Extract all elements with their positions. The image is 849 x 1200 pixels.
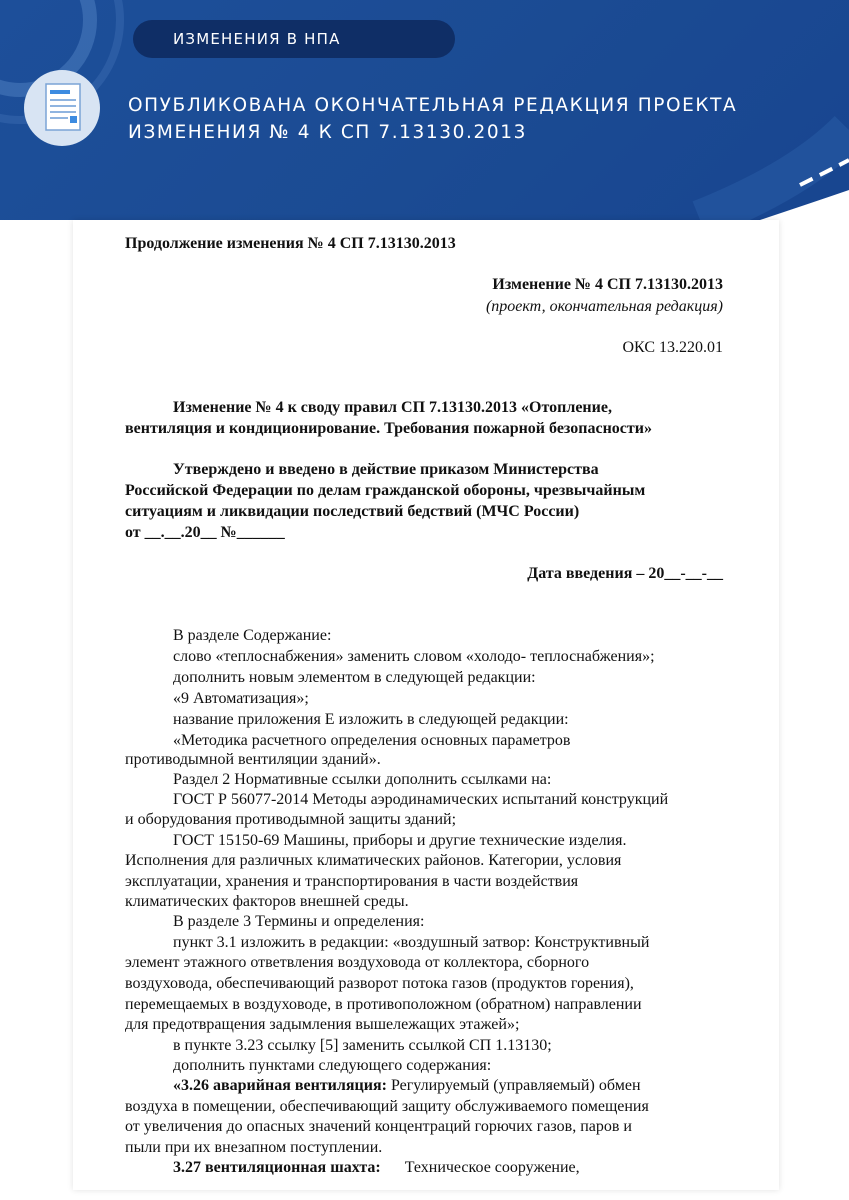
category-pill[interactable]: ИЗМЕНЕНИЯ В НПА: [133, 20, 455, 58]
change-subtitle: (проект, окончательная редакция): [485, 298, 723, 315]
body-line: В разделе Содержание:: [173, 627, 332, 644]
body-line: дополнить пунктами следующего содержания:: [173, 1057, 492, 1074]
oks-code: ОКС 13.220.01: [622, 339, 723, 356]
body-line: Исполнения для различных климатических районов. Категории, условия: [125, 852, 622, 869]
article-headline: [128, 92, 828, 146]
body-line: дополнить новым элементом в следующей редакции:: [173, 669, 536, 686]
heading-line-2: вентиляция и кондиционирование. Требования пожарной безопасности»: [125, 420, 652, 437]
body-line: ГОСТ 15150-69 Машины, приборы и другие технические изделия.: [173, 832, 627, 849]
continuation-line: Продолжение изменения № 4 СП 7.13130.2013: [125, 235, 456, 252]
body-line: в пункте 3.23 ссылку [5] заменить ссылкой СП 1.13130;: [173, 1037, 552, 1054]
body-line: элемент этажного ответвления воздуховода от коллектора, сборного: [125, 954, 590, 971]
approved-line-1: Утверждено и введено в действие приказом Министерства: [173, 461, 599, 478]
document-icon: [24, 70, 100, 146]
headline-line-1: ОПУБЛИКОВАНА ОКОНЧАТЕЛЬНАЯ РЕДАКЦИЯ ПРОЕКТА: [128, 95, 738, 116]
article-header: [0, 0, 849, 220]
body-line: «Методика расчетного определения основных параметров: [173, 732, 571, 749]
term-327-definition: Техническое сооружение,: [404, 1159, 580, 1176]
body-line: воздуховода, обеспечивающий разворот потока газов (продуктов горения),: [125, 975, 634, 992]
term-327: 3.27 вентиляционная шахта:: [173, 1159, 381, 1176]
body-line: «9 Автоматизация»;: [173, 690, 309, 707]
body-line: пыли при их внезапном поступлении.: [125, 1139, 383, 1156]
approved-line-2: Российской Федерации по делам гражданской обороны, чрезвычайным: [125, 482, 646, 499]
body-line: В разделе 3 Термины и определения:: [173, 913, 425, 930]
body-line: воздуха в помещении, обеспечивающий защиту обслуживаемого помещения: [125, 1098, 649, 1115]
body-line: название приложения Е изложить в следующей редакции:: [173, 711, 569, 728]
body-line: перемещаемых в воздуховоде, в противоположном (обратном) направлении: [125, 996, 642, 1013]
body-line: климатических факторов внешней среды.: [125, 893, 409, 910]
body-line: для предотвращения задымления вышележащих этажей»;: [125, 1016, 520, 1033]
body-line: пункт 3.1 изложить в редакции: «воздушный затвор: Конструктивный: [173, 934, 650, 951]
body-line-term-326: [125, 1076, 641, 1096]
document-page: [73, 220, 779, 1190]
body-line: слово «теплоснабжения» заменить словом «холодо- теплоснабжения»;: [173, 648, 655, 665]
term-326: «3.26 аварийная вентиляция:: [173, 1077, 387, 1094]
body-line: от увеличения до опасных значений концентраций горючих газов, паров и: [125, 1118, 632, 1135]
body-line: противодымной вентиляции зданий».: [125, 751, 381, 768]
change-title: Изменение № 4 СП 7.13130.2013: [492, 276, 723, 293]
body-line: эксплуатации, хранения и транспортирования в части воздействия: [125, 873, 579, 890]
heading-line-1: Изменение № 4 к своду правил СП 7.13130.2013 «Отопление,: [173, 399, 612, 416]
body-line: Раздел 2 Нормативные ссылки дополнить ссылками на:: [173, 771, 552, 788]
headline-line-2: ИЗМЕНЕНИЯ № 4 К СП 7.13130.2013: [128, 122, 527, 143]
approved-line-3: ситуациям и ликвидации последствий бедствий (МЧС России): [125, 503, 580, 520]
body-line: ГОСТ Р 56077-2014 Методы аэродинамических испытаний конструкций: [173, 791, 669, 808]
body-line-term-327: [125, 1158, 580, 1178]
date-introduction: Дата введения – 20__-__-__: [527, 565, 723, 582]
body-line: и оборудования противодымной защиты зданий;: [125, 811, 457, 828]
approved-line-4: от __.__.20__ №______: [125, 524, 285, 541]
term-326-definition: Регулируемый (управляемый) обмен: [386, 1077, 641, 1094]
